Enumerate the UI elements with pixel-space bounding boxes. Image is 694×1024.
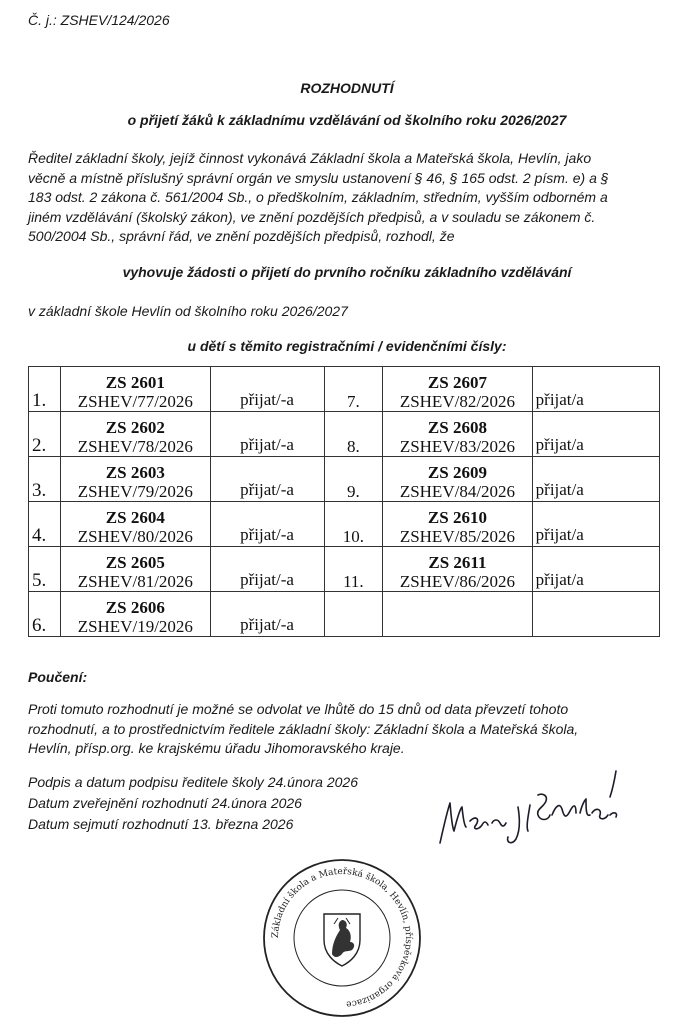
row-number: 9. <box>324 457 383 502</box>
evidence-number: ZSHEV/81/2026 <box>77 572 193 591</box>
registration-number: ZS 2609 <box>427 463 487 482</box>
registration-table <box>28 366 660 637</box>
appeal-line: Hevlín, přísp.org. ke krajskému úřadu Jihomoravského kraje. <box>28 740 405 756</box>
status-cell: přijat/-a <box>210 367 324 412</box>
registration-code-cell <box>61 592 210 637</box>
registration-code-cell <box>383 457 532 502</box>
evidence-number: ZSHEV/78/2026 <box>77 437 193 456</box>
evidence-number: ZSHEV/80/2026 <box>77 527 193 546</box>
row-number: 7. <box>324 367 383 412</box>
decision-statement: vyhovuje žádosti o přijetí do prvního ročníku základního vzdělávání <box>122 264 572 280</box>
status-cell: přijat/-a <box>210 412 324 457</box>
evidence-number: ZSHEV/77/2026 <box>77 392 193 411</box>
status-cell: přijat/-a <box>210 457 324 502</box>
status-cell: přijat/a <box>532 367 659 412</box>
registration-code-cell <box>383 547 532 592</box>
signature-date: Podpis a datum podpisu ředitele školy 24.února 2026 <box>28 774 358 790</box>
registration-number: ZS 2611 <box>428 553 487 572</box>
table-row <box>29 547 660 592</box>
evidence-number: ZSHEV/19/2026 <box>77 617 193 636</box>
registration-number: ZS 2606 <box>105 598 165 617</box>
status-cell <box>532 592 659 637</box>
registration-number: ZS 2607 <box>427 373 487 392</box>
dates-block <box>28 772 358 835</box>
row-number: 10. <box>324 502 383 547</box>
director-signature <box>430 765 630 860</box>
school-seal <box>258 858 426 1018</box>
intro-line: Ředitel základní školy, jejíž činnost vykonává Základní škola a Mateřská škola, Hevlín, jako <box>28 150 592 166</box>
evidence-number: ZSHEV/83/2026 <box>399 437 516 456</box>
row-number: 1. <box>29 367 61 412</box>
document-reference: Č. j.: ZSHEV/124/2026 <box>28 12 170 28</box>
evidence-number: ZSHEV/86/2026 <box>399 572 516 591</box>
intro-line: 183 odst. 2 zákona č. 561/2004 Sb., o předškolním, základním, středním, vyšším odborném a <box>28 189 608 205</box>
registration-number: ZS 2601 <box>105 373 165 392</box>
row-number: 3. <box>29 457 61 502</box>
table-row <box>29 457 660 502</box>
children-heading: u dětí s těmito registračními / evidenčními čísly: <box>187 338 507 354</box>
seal-text: Základní škola a Mateřská škola, Hevlín, příspěvková organizace <box>270 866 414 1009</box>
appeal-line: rozhodnutí, a to prostřednictvím ředitele základní školy: Základní škola a Mateřská škola, <box>28 720 579 737</box>
status-cell: přijat/a <box>532 502 659 547</box>
intro-line: 500/2004 Sb., správní řád, ve znění pozdějších předpisů, rozhodl, že <box>28 228 455 244</box>
appeal-paragraph <box>28 700 648 759</box>
registration-code-cell <box>61 457 210 502</box>
row-number: 6. <box>29 592 61 637</box>
evidence-number: ZSHEV/79/2026 <box>77 482 193 501</box>
status-cell: přijat/-a <box>210 592 324 637</box>
registration-code-cell <box>383 412 532 457</box>
row-number: 5. <box>29 547 61 592</box>
status-cell: přijat/a <box>532 412 659 457</box>
intro-paragraph <box>28 149 648 247</box>
evidence-number: ZSHEV/84/2026 <box>399 482 516 501</box>
status-cell: přijat/-a <box>210 502 324 547</box>
table-row <box>29 412 660 457</box>
document-title: ROZHODNUTÍ <box>300 80 394 96</box>
row-number: 8. <box>324 412 383 457</box>
intro-line: jiném vzdělávání (školský zákon), ve znění pozdějších předpisů, a v souladu se zákonem č. <box>28 208 596 225</box>
appeal-line: Proti tomuto rozhodnutí je možné se odvolat ve lhůtě do 15 dnů od data převzetí tohoto <box>28 701 569 717</box>
registration-code-cell <box>61 547 210 592</box>
row-number: 11. <box>324 547 383 592</box>
registration-number: ZS 2605 <box>105 553 165 572</box>
registration-number: ZS 2604 <box>105 508 165 527</box>
registration-code-cell <box>383 592 532 637</box>
publication-date: Datum zveřejnění rozhodnutí 24.února 2026 <box>28 795 302 811</box>
registration-code-cell <box>383 502 532 547</box>
table-row <box>29 592 660 637</box>
coat-of-arms-icon <box>324 914 360 966</box>
registration-code-cell <box>61 412 210 457</box>
registration-number: ZS 2602 <box>105 418 165 437</box>
evidence-number: ZSHEV/85/2026 <box>399 527 516 546</box>
row-number: 4. <box>29 502 61 547</box>
registration-code-cell <box>61 502 210 547</box>
row-number: 2. <box>29 412 61 457</box>
table-row <box>29 367 660 412</box>
evidence-number: ZSHEV/82/2026 <box>399 392 516 411</box>
document-subtitle: o přijetí žáků k základnímu vzdělávání od školního roku 2026/2027 <box>127 112 567 128</box>
instruction-heading: Poučení: <box>28 669 88 685</box>
registration-number: ZS 2610 <box>427 508 487 527</box>
registration-code-cell <box>61 367 210 412</box>
registration-number: ZS 2608 <box>427 418 487 437</box>
status-cell: přijat/a <box>532 457 659 502</box>
status-cell: přijat/-a <box>210 547 324 592</box>
intro-line: věcně a místně příslušný správní orgán ve smyslu ustanovení § 46, § 165 odst. 2 písm. e) a § <box>28 169 609 186</box>
registration-number: ZS 2603 <box>105 463 165 482</box>
school-line: v základní škole Hevlín od školního roku 2026/2027 <box>28 303 348 319</box>
status-cell: přijat/a <box>532 547 659 592</box>
registration-code-cell <box>383 367 532 412</box>
table-row <box>29 502 660 547</box>
removal-date: Datum sejmutí rozhodnutí 13. března 2026 <box>28 816 294 832</box>
row-number <box>324 592 383 637</box>
